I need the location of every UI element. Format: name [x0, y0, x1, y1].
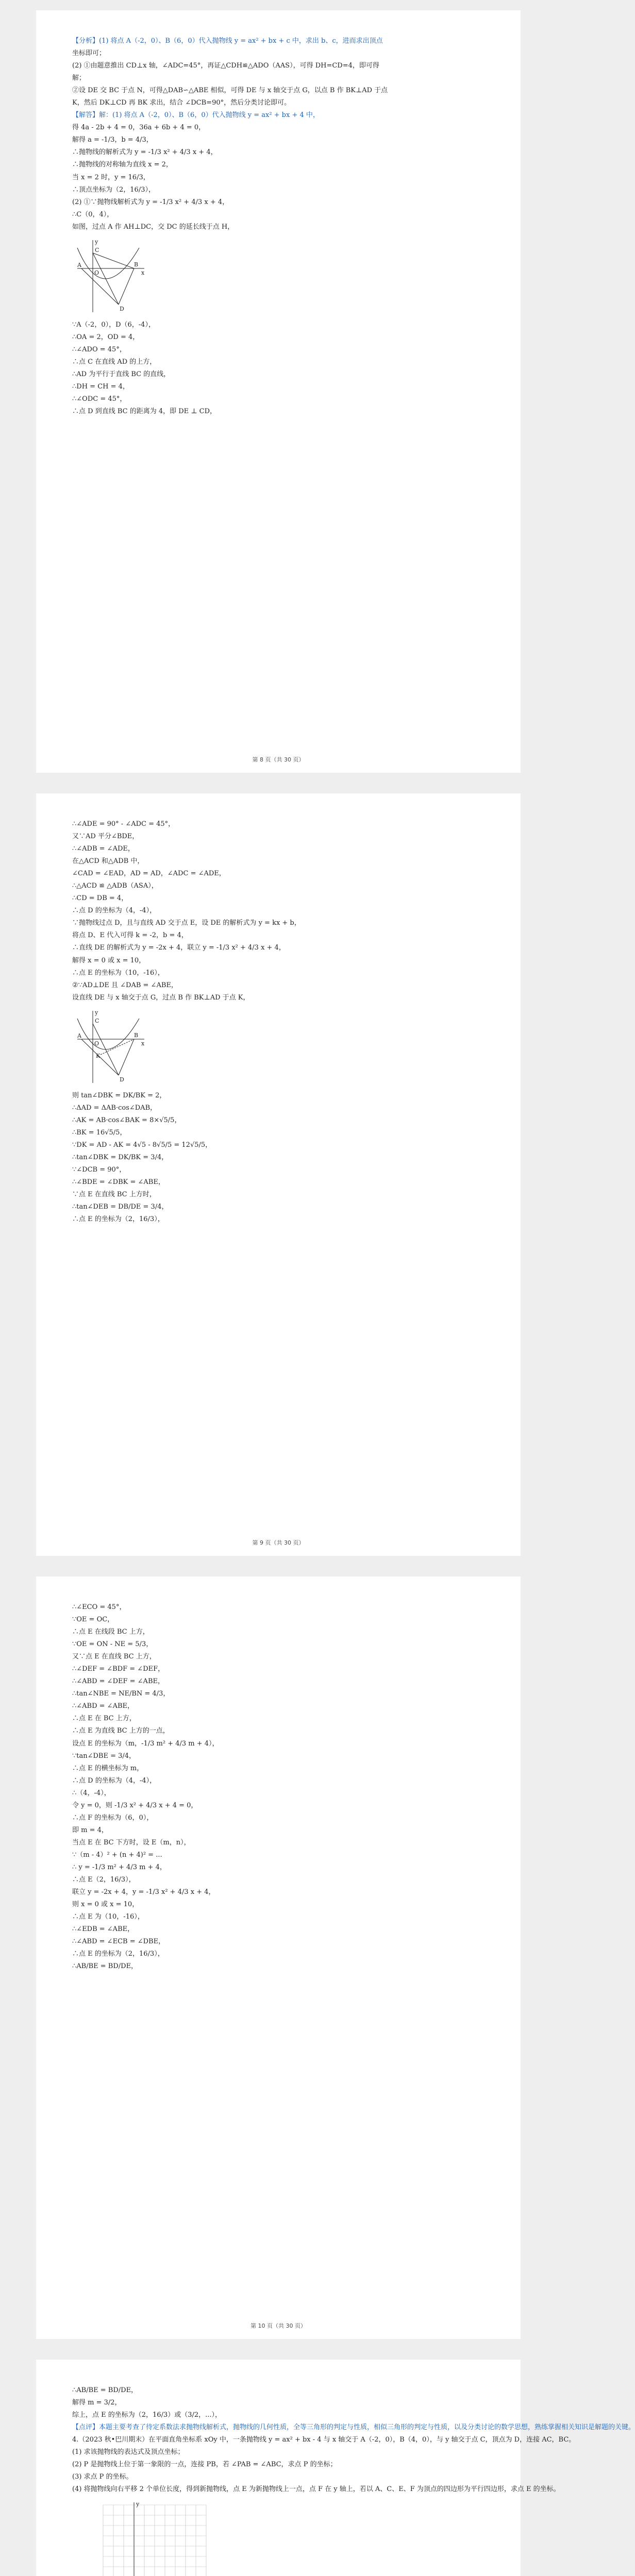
text-line: ∵OE = ON - NE = 5/3，	[72, 1640, 153, 1649]
text-line: ∴tan∠DEB = DB/DE = 3/4，	[72, 1203, 169, 1211]
text-line: ∵DK = AD - AK = 4√5 - 8√5/5 = 12√5/5，	[72, 1141, 212, 1149]
geometry-figure	[72, 238, 521, 315]
page-footer: 第 10 页（共 30 页）	[250, 2323, 306, 2329]
page-content-continued	[36, 1090, 521, 1226]
text-line: (4) 将抛物线向右平移 2 个单位长度，得到新抛物线，点 E 为新抛物线上一点，点 F 在 y 轴上，若以 A、C、E、F 为顶点的四边形为平行四边形，求点 E 的坐标。	[72, 2485, 560, 2494]
text-line: K，然后 DK⊥CD 再 BK 求出，结合 ∠DCB=90°，然后分类讨论即可。	[72, 99, 291, 107]
text-line: ∴点 F 的坐标为（6，0），	[72, 1814, 154, 1822]
text-line: ∴OA = 2，OD = 4，	[72, 333, 140, 341]
svg-text:x: x	[141, 1040, 145, 1047]
text-line: ∴DH = CH = 4，	[72, 382, 129, 391]
text-line: ∴∠BDE = ∠DBK = ∠ABE，	[72, 1178, 165, 1187]
text-line: ②设 DE 交 BC 于点 N，可得△DAB∽△ABE 相似，可得 DE 与 x 轴交于点 G，以点 B 作 BK⊥AD 于点	[72, 87, 388, 95]
text-line: ∴ΔAD = ΔAB·cos∠DAB，	[72, 1104, 157, 1112]
svg-text:y: y	[95, 1009, 98, 1016]
text-line: ∴（4，-4），	[72, 1789, 111, 1797]
text-line: ∴C（0，4），	[72, 210, 114, 218]
text-line: 当 x = 2 时，y = 16/3，	[72, 173, 150, 181]
document-page	[36, 2360, 635, 2576]
text-line: 设直线 DE 与 x 轴交于点 G，过点 B 作 BK⊥AD 于点 K，	[72, 993, 250, 1002]
text-line: 解得 m = 3/2，	[72, 2399, 122, 2407]
document-page	[36, 10, 521, 773]
text-line: ∵点 E 在直线 BC 上方时，	[72, 1191, 156, 1199]
text-line: ∴顶点坐标为（2，16/3），	[72, 185, 155, 194]
text-line: ∴点 E 为（10，-16），	[72, 1913, 144, 1921]
text-line: ∴点 E 为直线 BC 上方的一点，	[72, 1727, 170, 1735]
text-line: 综上，点 E 的坐标为（2，16/3）或（3/2，...），	[72, 2411, 222, 2419]
svg-text:D: D	[120, 305, 124, 312]
text-line: 令 y = 0，则 -1/3 x² + 4/3 x + 4 = 0，	[72, 1801, 198, 1809]
text-line: ∴点 C 在直线 AD 的上方，	[72, 358, 157, 366]
text-line: ∵A（-2，0），D（6，-4），	[72, 320, 155, 329]
text-line: 【点评】本题主要考查了待定系数法求抛物线解析式，抛物线的几何性质，全等三角形的判定与性质，相似三角形的判定与性质，以及分类讨论的数学思想，熟练掌握相关知识是解题的关键。	[72, 2424, 635, 2432]
text-line: (2) P 是抛物线上位于第一象限的一点，连接 PB，若 ∠PAB = ∠ABC，求点 P 的坐标；	[72, 2461, 337, 2469]
text-line: 即 m = 4，	[72, 1826, 108, 1834]
text-line: ∴AD 为平行于直线 BC 的直线，	[72, 370, 171, 378]
text-line: 又∵点 E 在直线 BC 上方，	[72, 1653, 156, 1661]
text-line: 解得 x = 0 或 x = 10，	[72, 956, 146, 964]
svg-text:y: y	[95, 238, 98, 245]
text-line: 解；	[72, 74, 86, 82]
text-line: ∴抛物线的对称轴为直线 x = 2，	[72, 161, 173, 169]
document-page	[36, 1577, 521, 2339]
svg-text:B: B	[134, 1031, 139, 1039]
svg-text:C: C	[95, 246, 99, 253]
svg-text:O: O	[94, 1040, 99, 1047]
page-content	[36, 1577, 521, 1973]
coordinate-grid-figure	[93, 2500, 521, 2576]
text-line: ∴CD = DB = 4，	[72, 894, 128, 903]
text-line: ∴直线 DE 的解析式为 y = -2x + 4，联立 y = -1/3 x² + 4/3 x + 4，	[72, 944, 286, 952]
text-line: 将点 D、E 代入可得 k = -2，b = 4，	[72, 931, 188, 940]
text-line: ∴tan∠DBK = DK/BK = 3/4，	[72, 1153, 169, 1161]
text-line: 如图，过点 A 作 AH⊥DC，交 DC 的延长线于点 H，	[72, 223, 235, 231]
page-content-continued	[36, 319, 521, 418]
text-line: 联立 y = -2x + 4，y = -1/3 x² + 4/3 x + 4，	[72, 1888, 215, 1896]
text-line: 【解答】解：(1) 将点 A（-2，0）、B（6，0）代入抛物线 y = ax² + bx + 4 中，	[72, 111, 320, 120]
svg-text:D: D	[120, 1076, 124, 1083]
coordinate-figure	[72, 238, 149, 315]
coordinate-figure	[72, 1008, 149, 1086]
text-line: ∴ y = -1/3 m² + 4/3 m + 4，	[72, 1863, 166, 1871]
text-line: ∴点 E 的横坐标为 m，	[72, 1764, 144, 1772]
text-line: ∴∠ADO = 45°，	[72, 345, 126, 353]
svg-text:K: K	[96, 1052, 101, 1059]
text-line: 在△ACD 和△ADB 中，	[72, 857, 144, 866]
text-line: ∵OE = OC，	[72, 1616, 114, 1624]
text-line: ∴点 E 的坐标为（2，16/3），	[72, 1215, 164, 1224]
text-line: ∴点 E 在 BC 上方，	[72, 1715, 136, 1723]
text-line: ②∵AD⊥DE 且 ∠DAB = ∠ABE，	[72, 981, 178, 989]
svg-text:A: A	[77, 1032, 81, 1039]
text-line: ∴AK = AB·cos∠BAK = 8×√5/5，	[72, 1116, 181, 1124]
svg-text:B: B	[134, 261, 139, 268]
text-line: ∵tan∠DBE = 3/4，	[72, 1752, 136, 1760]
text-line: ∵（m - 4）² + (n + 4)² = ...	[72, 1851, 162, 1859]
text-line: ∴tan∠NBE = NE/BN = 4/3，	[72, 1690, 170, 1698]
text-line: (1) 求该抛物线的表达式及顶点坐标；	[72, 2448, 185, 2456]
svg-text:A: A	[77, 261, 81, 268]
text-line: ∵∠DCB = 90°，	[72, 1165, 126, 1174]
text-line: ∴点 E 的坐标为（2，16/3），	[72, 1950, 164, 1958]
text-line: ∵抛物线过点 D，且与直线 AD 交于点 E，设 DE 的解析式为 y = kx + b，	[72, 919, 301, 927]
text-line: ∴∠DEF = ∠BDF = ∠DEF，	[72, 1665, 165, 1673]
page-content	[36, 2360, 635, 2496]
svg-text:x: x	[141, 269, 145, 276]
text-line: ∴∠ODC = 45°，	[72, 395, 127, 403]
document-page	[36, 793, 521, 1556]
page-footer: 第 8 页（共 30 页）	[252, 756, 305, 763]
text-line: 则 tan∠DBK = DK/BK = 2，	[72, 1091, 166, 1099]
text-line: ∠CAD = ∠EAD，AD = AD，∠ADC = ∠ADE，	[72, 870, 226, 878]
text-line: ∴点 E 在线段 BC 上方，	[72, 1628, 149, 1636]
text-line: 当点 E 在 BC 下方时，设 E（m，n），	[72, 1838, 191, 1846]
text-line: ∴∠ABD = ∠ABE，	[72, 1702, 135, 1710]
page-content	[36, 793, 521, 1004]
text-line: 又∵AD 平分∠BDE，	[72, 833, 139, 841]
text-line: 得 4a - 2b + 4 = 0，36a + 6b + 4 = 0，	[72, 124, 206, 132]
text-line: 坐标即可；	[72, 49, 106, 58]
svg-text:y: y	[136, 2501, 140, 2508]
text-line: 4.（2023 秋•巴川期末）在平面直角坐标系 xOy 中，一条抛物线 y = ax² + bx - 4 与 x 轴交于 A（-2，0），B（4，0），与 y 轴交于点 C，顶点为 D，连接 AC，BC。	[72, 2436, 576, 2444]
text-line: (2) ①∵抛物线解析式为 y = -1/3 x² + 4/3 x + 4，	[72, 198, 229, 206]
text-line: (3) 求点 P 的坐标。	[72, 2473, 133, 2481]
text-line: 解得 a = -1/3，b = 4/3，	[72, 136, 153, 144]
text-line: 【分析】(1) 将点 A（-2，0）、B（6，0）代入抛物线 y = ax² + bx + c 中，求出 b、c，进而求出顶点	[72, 37, 383, 45]
text-line: ∴点 D 的坐标为（4，-4），	[72, 907, 157, 915]
text-line: ∴BK = 16√5/5，	[72, 1128, 127, 1137]
text-line: ∴∠EDB = ∠ABE，	[72, 1925, 135, 1934]
text-line: ∴∠ADB = ∠ADE，	[72, 845, 135, 853]
page-content	[36, 10, 521, 233]
text-line: ∴点 E 的坐标为（10，-16），	[72, 969, 164, 977]
text-line: ∴∠ABD = ∠ECB = ∠DBE，	[72, 1938, 165, 1946]
text-line: ∴∠ADE = 90° - ∠ADC = 45°，	[72, 820, 175, 828]
geometry-figure	[72, 1008, 521, 1086]
text-line: ∴AB/BE = BD/DE，	[72, 2386, 138, 2394]
svg-text:O: O	[94, 269, 99, 276]
text-line: (2) ①由题意推出 CD⊥x 轴，∠ADC=45°，再证△CDH≌△ADO（AAS），可得 DH=CD=4，即可得	[72, 62, 379, 70]
text-line: ∴AB/BE = BD/DE，	[72, 1962, 138, 1971]
svg-text:C: C	[95, 1017, 99, 1024]
text-line: ∴点 E（2，16/3），	[72, 1876, 136, 1884]
text-line: 设点 E 的坐标为（m，-1/3 m² + 4/3 m + 4），	[72, 1739, 219, 1748]
text-line: ∴抛物线的解析式为 y = -1/3 x² + 4/3 x + 4，	[72, 148, 218, 157]
text-line: ∴点 D 到直线 BC 的距离为 4，即 DE ⊥ CD，	[72, 408, 217, 416]
text-line: ∴∠ABD = ∠DEF = ∠ABE，	[72, 1677, 164, 1686]
text-line: ∴点 D 的坐标为（4，-4），	[72, 1776, 157, 1785]
page-footer: 第 9 页（共 30 页）	[252, 1539, 305, 1546]
text-line: 则 x = 0 或 x = 10，	[72, 1901, 139, 1909]
coordinate-grid	[93, 2500, 222, 2576]
text-line: ∴∠ECO = 45°，	[72, 1603, 126, 1611]
text-line: ∴△ACD ≌ △ADB（ASA），	[72, 882, 158, 890]
